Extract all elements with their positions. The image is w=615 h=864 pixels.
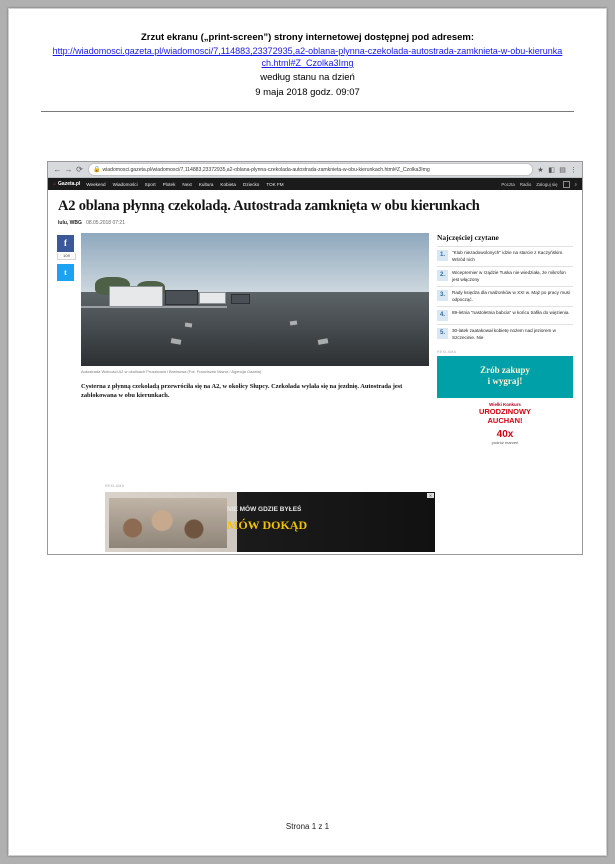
list-item-number: 3. bbox=[437, 290, 448, 301]
nav-item-wiadomosci[interactable]: Wiadomości bbox=[112, 181, 138, 187]
site-brand-label: Gazeta.pl bbox=[58, 181, 81, 187]
menu-icon[interactable]: ⋮ bbox=[570, 166, 577, 174]
social-share-column bbox=[57, 233, 81, 456]
ad-line-5: AUCHAN! bbox=[487, 416, 523, 425]
reload-icon[interactable]: ⟳ bbox=[76, 164, 83, 174]
nav-item-kobieta[interactable]: Kobieta bbox=[220, 181, 236, 187]
home-icon: ⌂ bbox=[53, 181, 57, 187]
nav-item-plotek[interactable]: Plotek bbox=[162, 181, 176, 187]
list-item-number: 2. bbox=[437, 270, 448, 281]
nav-item-tokfm[interactable]: TOK FM bbox=[266, 181, 284, 187]
photo-truck bbox=[165, 290, 198, 305]
header-divider bbox=[41, 111, 574, 112]
photo-sky bbox=[81, 233, 429, 292]
bottom-advertisement[interactable] bbox=[105, 492, 435, 552]
list-item-number: 4. bbox=[437, 310, 448, 321]
list-item[interactable] bbox=[437, 324, 573, 344]
article-headline: A2 oblana płynną czekoladą. Autostrada zamknięta w obu kierunkach bbox=[58, 198, 480, 214]
bottom-ad-line-1: NIE MÓW GDZIE BYŁEŚ bbox=[227, 506, 302, 513]
list-item-number: 1. bbox=[437, 250, 448, 261]
toolbar-right-icons bbox=[536, 166, 578, 174]
list-item-label: "Klub niezadowolonych" idzie na starcie z Kaczyńskim. Wśród nich bbox=[452, 250, 564, 262]
ad-line-3: Wielki Konkurs bbox=[489, 402, 521, 407]
nav-item-sport[interactable]: Sport bbox=[144, 181, 156, 187]
address-bar[interactable] bbox=[88, 163, 533, 176]
facebook-share-count: 109 bbox=[57, 253, 76, 260]
lock-icon: 🔒 bbox=[93, 167, 101, 173]
article-photo bbox=[81, 233, 429, 366]
document-page bbox=[8, 8, 607, 856]
search-icon[interactable]: ⌕ bbox=[574, 181, 577, 187]
ad-line-7: podróż marzeń bbox=[491, 440, 519, 445]
photo-truck bbox=[199, 292, 225, 305]
photo-truck bbox=[231, 294, 250, 304]
list-item[interactable] bbox=[437, 266, 573, 286]
page-footer: Strona 1 z 1 bbox=[285, 822, 330, 831]
panel-icon[interactable]: ▤ bbox=[559, 166, 566, 174]
list-item[interactable] bbox=[437, 286, 573, 306]
document-header bbox=[9, 9, 606, 99]
site-brand[interactable] bbox=[53, 181, 80, 187]
facebook-share-icon[interactable]: f bbox=[57, 235, 74, 252]
article-date: 08.05.2018 07:21 bbox=[86, 220, 125, 226]
ad-line-6: 40x bbox=[496, 429, 514, 440]
bookmark-star-icon[interactable]: ★ bbox=[537, 166, 544, 174]
list-item[interactable] bbox=[437, 246, 573, 266]
nav-item-weekend[interactable]: Weekend bbox=[86, 181, 106, 187]
document-status-line-1: według stanu na dzień bbox=[260, 72, 355, 83]
sidebar-most-read bbox=[437, 233, 573, 456]
sidebar-ad-label: REKLAMA bbox=[437, 350, 457, 354]
nav-login[interactable]: Zaloguj się bbox=[536, 181, 558, 187]
list-item-label: 30-latek zaatakował kobietę nożem nad jeziorem w Szczecinie. Nie bbox=[452, 328, 556, 340]
list-item-label: Rady księdza dla małżonków w XXI w. Mąż po pracy musi odpocząć. bbox=[452, 290, 570, 302]
article-main-column bbox=[81, 233, 437, 456]
nav-item-next[interactable]: Next bbox=[182, 181, 192, 187]
nav-radio[interactable]: Radio bbox=[519, 181, 532, 187]
site-navbar bbox=[48, 178, 582, 190]
bottom-ad-label: REKLAMA bbox=[105, 484, 125, 488]
ad-line-2: i wygraj! bbox=[487, 376, 523, 386]
nav-item-dziecko[interactable]: Dziecko bbox=[243, 181, 260, 187]
photo-truck bbox=[109, 286, 163, 307]
list-item-label: Wicepremier w rządzie Tuska nie wiedziała, że mikrofon jest włączony bbox=[452, 270, 566, 282]
list-item[interactable] bbox=[437, 306, 573, 324]
list-item-label: 89-letnia "nastoletnia babcia" w końcu trafiła do więzienia. bbox=[452, 310, 570, 315]
bottom-ad-line-2: MÓW DOKĄD bbox=[227, 518, 308, 532]
document-title: Zrzut ekranu („print-screen”) strony internetowej dostępnej pod adresem: bbox=[140, 32, 475, 43]
document-url-link[interactable]: http://wiadomosci.gazeta.pl/wiadomosci/7,114883,23372935,a2-oblana-plynna-czekolada-autostrada-zamknieta-w-obu-kierunkach.html#Z_Czolka3Img bbox=[52, 46, 563, 68]
ad-photo bbox=[109, 498, 227, 548]
article-byline bbox=[48, 215, 582, 226]
document-status-line-2: 9 maja 2018 godz. 09:07 bbox=[255, 87, 360, 98]
sidebar-title: Najczęściej czytane bbox=[437, 233, 499, 242]
address-bar-path: /wiadomosci/7,114883,23372935,a2-oblana-plynna-czekolada-autostrada-zamknieta-w-obu-kierunkach.html#Z_Czolka3Img bbox=[151, 166, 430, 173]
address-bar-host: wiadomosci.gazeta.pl bbox=[102, 166, 152, 173]
site-menu bbox=[86, 182, 501, 187]
photo-caption: Autostrada Wolności A2 w okolicach Pruszkowa i Brwinowa (Fot. Franciszek Mazur / Agencja Gazeta) bbox=[81, 369, 262, 374]
back-icon[interactable]: ← bbox=[53, 164, 62, 174]
close-icon[interactable]: ✕ bbox=[428, 493, 433, 498]
article-columns bbox=[48, 226, 582, 456]
ad-line-4: URODZINOWY bbox=[478, 407, 532, 416]
ad-line-1: Zrób zakupy bbox=[480, 365, 530, 375]
twitter-share-icon[interactable]: t bbox=[57, 264, 74, 281]
nav-poczta[interactable]: Poczta bbox=[501, 181, 515, 187]
nav-item-kultura[interactable]: Kultura bbox=[198, 181, 214, 187]
forward-icon[interactable]: → bbox=[64, 164, 73, 174]
photo-lane-marking bbox=[290, 320, 297, 325]
ad-white-panel bbox=[437, 398, 573, 456]
extension-icon[interactable]: ◧ bbox=[548, 166, 555, 174]
browser-toolbar bbox=[48, 162, 582, 178]
browser-screenshot bbox=[47, 161, 583, 555]
sidebar-advertisement[interactable] bbox=[437, 356, 573, 456]
article-author: lulu, WBG bbox=[58, 220, 82, 226]
grid-icon[interactable] bbox=[563, 181, 570, 188]
site-nav-right bbox=[501, 181, 577, 188]
list-item-number: 5. bbox=[437, 328, 448, 339]
article-lead: Cysterna z płynną czekoladą przewróciła się na A2, w okolicy Słupcy. Czekolada wylała się na jezdnię. Autostrada jest zablokowana w obu kierunkach. bbox=[81, 383, 403, 399]
